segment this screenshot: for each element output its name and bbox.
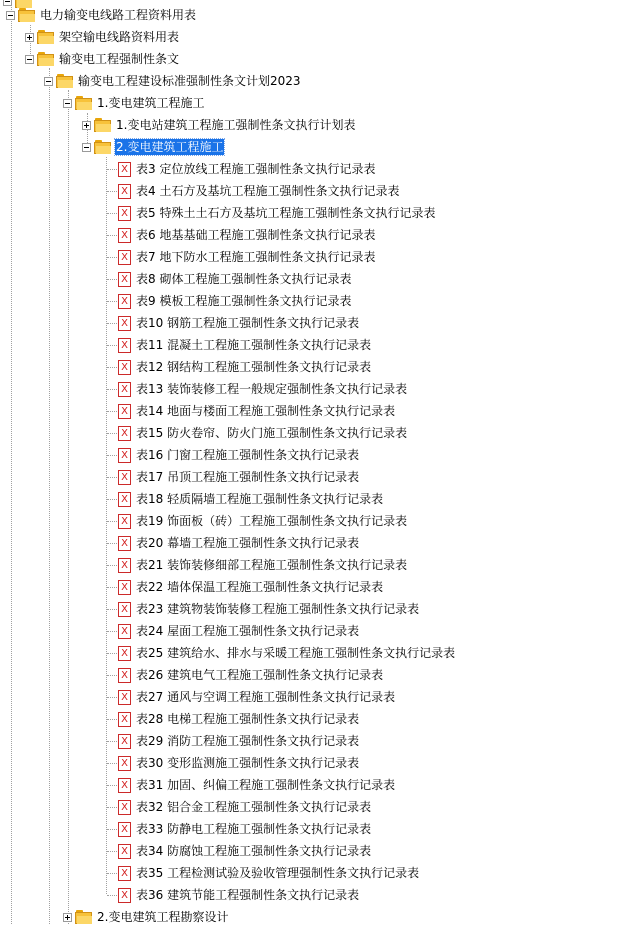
excel-file-icon: X	[118, 228, 131, 243]
tree-node-selected[interactable]	[82, 136, 224, 158]
record-label: 表23 建筑物装饰装修工程施工强制性条文执行记录表	[136, 602, 420, 616]
node-label-selected: 2.变电建筑工程施工	[116, 140, 224, 154]
record-item[interactable]	[118, 884, 360, 906]
record-label: 表17 吊顶工程施工强制性条文执行记录表	[136, 470, 360, 484]
record-label: 表14 地面与楼面工程施工强制性条文执行记录表	[136, 404, 396, 418]
record-item[interactable]	[118, 444, 360, 466]
record-item[interactable]	[118, 334, 372, 356]
excel-file-icon: X	[118, 316, 131, 331]
record-item[interactable]	[118, 642, 456, 664]
folder-open-icon	[56, 74, 73, 88]
record-item[interactable]	[118, 752, 360, 774]
record-label: 表18 轻质隔墙工程施工强制性条文执行记录表	[136, 492, 384, 506]
record-item[interactable]	[118, 466, 360, 488]
excel-file-icon: X	[118, 558, 131, 573]
record-item[interactable]	[118, 686, 396, 708]
record-label: 表3 定位放线工程施工强制性条文执行记录表	[136, 162, 376, 176]
excel-file-icon: X	[118, 624, 131, 639]
record-item[interactable]	[118, 730, 360, 752]
record-label: 表16 门窗工程施工强制性条文执行记录表	[136, 448, 360, 462]
record-item[interactable]	[118, 862, 420, 884]
record-item[interactable]	[118, 796, 372, 818]
record-label: 表21 装饰装修细部工程施工强制性条文执行记录表	[136, 558, 408, 572]
record-label: 表4 土石方及基坑工程施工强制性条文执行记录表	[136, 184, 400, 198]
record-label: 表27 通风与空调工程施工强制性条文执行记录表	[136, 690, 396, 704]
record-item[interactable]	[118, 378, 408, 400]
excel-file-icon: X	[118, 338, 131, 353]
record-label: 表34 防腐蚀工程施工强制性条文执行记录表	[136, 844, 372, 858]
record-label: 表26 建筑电气工程施工强制性条文执行记录表	[136, 668, 384, 682]
excel-file-icon: X	[118, 492, 131, 507]
record-item[interactable]	[118, 312, 360, 334]
excel-file-icon: X	[118, 822, 131, 837]
collapse-toggle[interactable]	[6, 11, 15, 20]
excel-file-icon: X	[118, 162, 131, 177]
record-label: 表12 钢结构工程施工强制性条文执行记录表	[136, 360, 372, 374]
node-label-plan: 输变电工程建设标准强制性条文计划2023	[78, 74, 301, 88]
record-label: 表25 建筑给水、排水与采暖工程施工强制性条文执行记录表	[136, 646, 456, 660]
record-label: 表31 加固、纠偏工程施工强制性条文执行记录表	[136, 778, 396, 792]
folder-open-icon	[18, 8, 35, 22]
expand-toggle[interactable]	[82, 121, 91, 130]
folder-open-icon	[94, 140, 111, 154]
excel-file-icon: X	[118, 426, 131, 441]
record-label: 表6 地基基础工程施工强制性条文执行记录表	[136, 228, 376, 242]
excel-file-icon: X	[118, 888, 131, 903]
excel-file-icon: X	[118, 272, 131, 287]
collapse-toggle[interactable]	[25, 55, 34, 64]
record-item[interactable]	[118, 708, 360, 730]
record-label: 表28 电梯工程施工强制性条文执行记录表	[136, 712, 360, 726]
collapse-toggle[interactable]	[44, 77, 53, 86]
excel-file-icon: X	[118, 756, 131, 771]
excel-file-icon: X	[118, 206, 131, 221]
excel-file-icon: X	[118, 778, 131, 793]
record-item[interactable]	[118, 554, 408, 576]
excel-file-icon: X	[118, 734, 131, 749]
node-label-overhead: 架空输电线路资料用表	[59, 30, 180, 44]
tree-node-survey[interactable]	[63, 906, 229, 928]
record-item[interactable]	[118, 422, 408, 444]
record-item[interactable]	[118, 576, 384, 598]
record-label: 表30 变形监测施工强制性条文执行记录表	[136, 756, 360, 770]
record-item[interactable]	[118, 180, 400, 202]
record-label: 表5 特殊土土石方及基坑工程施工强制性条文执行记录表	[136, 206, 436, 220]
record-label: 表11 混凝土工程施工强制性条文执行记录表	[136, 338, 372, 352]
expand-toggle[interactable]	[63, 913, 72, 922]
excel-file-icon: X	[118, 580, 131, 595]
record-item[interactable]	[118, 400, 396, 422]
record-item[interactable]	[118, 202, 436, 224]
folder-icon	[37, 30, 54, 44]
excel-file-icon: X	[118, 602, 131, 617]
record-item[interactable]	[118, 664, 384, 686]
excel-file-icon: X	[118, 712, 131, 727]
collapse-toggle[interactable]	[82, 143, 91, 152]
excel-file-icon: X	[118, 646, 131, 661]
folder-icon	[94, 118, 111, 132]
record-label: 表15 防火卷帘、防火门施工强制性条文执行记录表	[136, 426, 408, 440]
record-item[interactable]	[118, 268, 352, 290]
excel-file-icon: X	[118, 668, 131, 683]
excel-file-icon: X	[118, 844, 131, 859]
record-item[interactable]	[118, 488, 384, 510]
record-label: 表7 地下防水工程施工强制性条文执行记录表	[136, 250, 376, 264]
record-item[interactable]	[118, 840, 372, 862]
excel-file-icon: X	[118, 294, 131, 309]
tree-node-mandatory[interactable]	[25, 48, 180, 70]
record-label: 表22 墙体保温工程施工强制性条文执行记录表	[136, 580, 384, 594]
collapse-toggle[interactable]	[63, 99, 72, 108]
record-label: 表20 幕墙工程施工强制性条文执行记录表	[136, 536, 360, 550]
record-label: 表24 屋面工程施工强制性条文执行记录表	[136, 624, 360, 638]
record-item[interactable]	[118, 246, 376, 268]
tree-node-station[interactable]	[82, 114, 356, 136]
node-label-construction: 1.变电建筑工程施工	[97, 96, 205, 110]
record-label: 表36 建筑节能工程强制性条文执行记录表	[136, 888, 360, 902]
record-item[interactable]	[118, 620, 360, 642]
excel-file-icon: X	[118, 250, 131, 265]
record-item[interactable]	[118, 598, 420, 620]
record-item[interactable]	[118, 224, 376, 246]
folder-open-icon	[75, 96, 92, 110]
folder-open-icon	[37, 52, 54, 66]
record-label: 表10 钢筋工程施工强制性条文执行记录表	[136, 316, 360, 330]
excel-file-icon: X	[118, 184, 131, 199]
excel-file-icon: X	[118, 470, 131, 485]
record-item[interactable]	[118, 290, 352, 312]
excel-file-icon: X	[118, 448, 131, 463]
excel-file-icon: X	[118, 800, 131, 815]
excel-file-icon: X	[118, 360, 131, 375]
record-label: 表33 防静电工程施工强制性条文执行记录表	[136, 822, 372, 836]
excel-file-icon: X	[118, 404, 131, 419]
node-label-station: 1.变电站建筑工程施工强制性条文执行计划表	[116, 118, 356, 132]
tree-node-plan[interactable]	[44, 70, 302, 92]
excel-file-icon: X	[118, 382, 131, 397]
excel-file-icon: X	[118, 866, 131, 881]
tree-node-overhead[interactable]	[25, 26, 180, 48]
record-item[interactable]	[118, 818, 372, 840]
record-item[interactable]	[118, 158, 376, 180]
tree-node-construction[interactable]	[63, 92, 205, 114]
expand-toggle[interactable]	[25, 33, 34, 42]
record-label: 表13 装饰装修工程一般规定强制性条文执行记录表	[136, 382, 408, 396]
record-item[interactable]	[118, 356, 372, 378]
node-label-survey: 2.变电建筑工程勘察设计	[97, 910, 229, 924]
tree-node-root[interactable]	[6, 4, 197, 26]
record-label: 表8 砌体工程施工强制性条文执行记录表	[136, 272, 352, 286]
excel-file-icon: X	[118, 514, 131, 529]
record-label: 表32 铝合金工程施工强制性条文执行记录表	[136, 800, 372, 814]
record-label: 表35 工程检测试验及验收管理强制性条文执行记录表	[136, 866, 420, 880]
node-label-mandatory: 输变电工程强制性条文	[59, 52, 180, 66]
record-item[interactable]	[118, 510, 408, 532]
excel-file-icon: X	[118, 536, 131, 551]
folder-icon	[75, 910, 92, 924]
excel-file-icon: X	[118, 690, 131, 705]
record-item[interactable]	[118, 774, 396, 796]
record-label: 表19 饰面板（砖）工程施工强制性条文执行记录表	[136, 514, 408, 528]
node-label-root: 电力输变电线路工程资料用表	[40, 8, 197, 22]
record-item[interactable]	[118, 532, 360, 554]
record-label: 表9 模板工程施工强制性条文执行记录表	[136, 294, 352, 308]
record-label: 表29 消防工程施工强制性条文执行记录表	[136, 734, 360, 748]
